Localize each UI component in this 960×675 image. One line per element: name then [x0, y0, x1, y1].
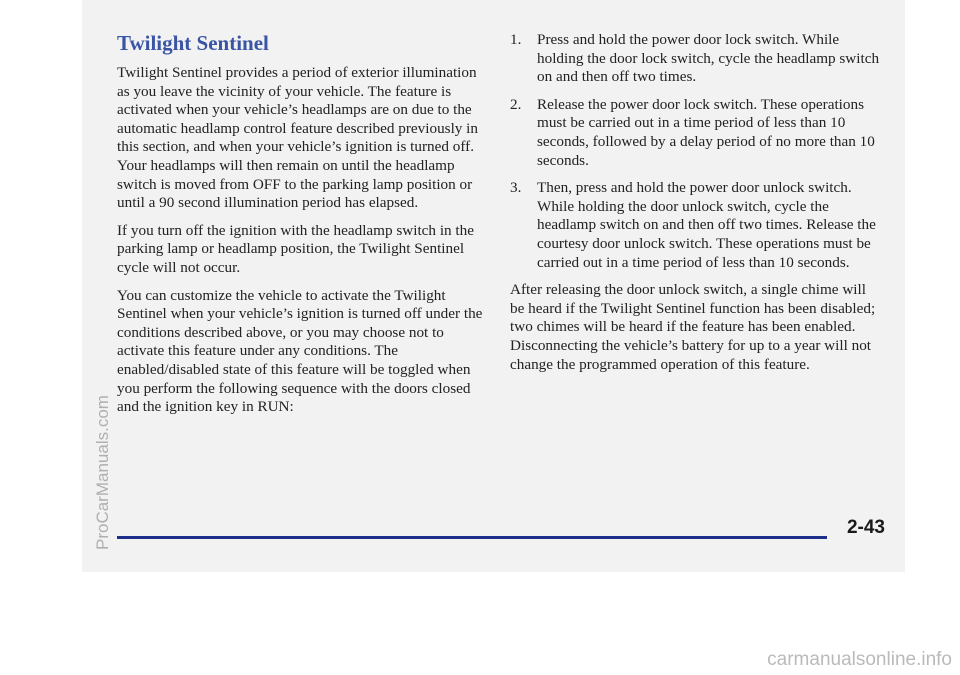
section-heading: Twilight Sentinel — [117, 31, 269, 55]
step-number: 3. — [510, 179, 522, 197]
right-column — [510, 31, 884, 383]
page-number: 2-43 — [846, 517, 885, 538]
step-text: Then, press and hold the power door unlock switch. While holding the door unlock switch, cycle the headlamp switch on and then off two times. Release the courtesy door unlock switch. These operations must be carried out in a time period of less than 10 seconds. — [537, 179, 876, 271]
closing-paragraph: After releasing the door unlock switch, a single chime will be heard if the Twilight Sentinel function has been disabled; two chimes will be heard if the feature has been enabled. Disconnecting the vehicle’s battery for up to a year will not change the programmed operation of this feature. — [510, 281, 876, 373]
procedure-step — [510, 179, 884, 272]
side-watermark — [93, 348, 115, 550]
footer-rule — [117, 536, 827, 539]
left-column — [117, 31, 489, 426]
step-text: Release the power door lock switch. These operations must be carried out in a time period of less than 10 seconds, followed by a delay period of no more than 10 seconds. — [537, 95, 875, 169]
intro-paragraph: Twilight Sentinel provides a period of exterior illumination as you leave the vicinity of your vehicle. The feature is activated when your vehicle’s headlamps are on due to the automatic headlamp control feature described previously in this section, and when your vehicle’s ignition is turned off. Your headlamps will then remain on until the headlamp switch is moved from OFF to the parking lamp position or until a 90 second illumination period has elapsed. — [117, 64, 478, 212]
step-number: 2. — [510, 95, 522, 113]
step-number: 1. — [510, 31, 522, 48]
ignition-paragraph: If you turn off the ignition with the headlamp switch in the parking lamp or headlamp position, the Twilight Sentinel cycle will not occur. — [117, 221, 474, 276]
side-watermark-text: ProCarManuals.com — [93, 395, 112, 550]
procedure-steps — [510, 31, 884, 272]
bottom-watermark[interactable]: carmanualsonline.info — [767, 649, 952, 670]
procedure-step — [510, 96, 884, 170]
customize-paragraph: You can customize the vehicle to activate the Twilight Sentinel when your vehicle’s ignition is turned off under the conditions described above, or you may choose not to activate this feature under any conditions. The enabled/disabled state of this feature will be toggled when you perform the following sequence with the doors closed and the ignition key in RUN: — [117, 286, 483, 416]
procedure-step — [510, 31, 884, 87]
step-text: Press and hold the power door lock switch. While holding the door lock switch, cycle the headlamp switch on and then off two times. — [537, 31, 880, 86]
